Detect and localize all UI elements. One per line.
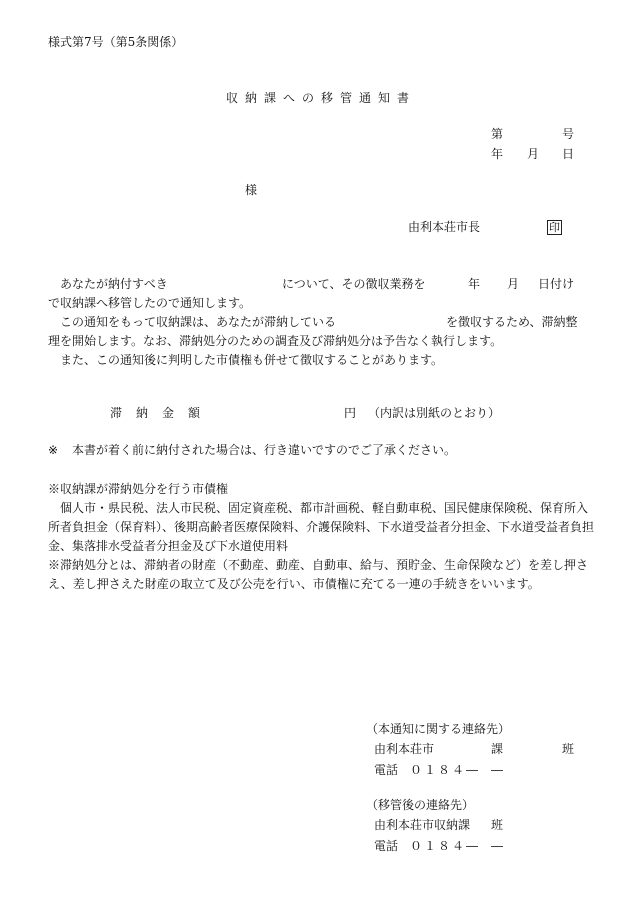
contact-after-heading: （移管後の連絡先） bbox=[366, 798, 475, 812]
body-line-3-a: この通知をもって収納課は、あなたが滞納している bbox=[60, 315, 337, 329]
document-number-prefix: 第 bbox=[491, 127, 504, 141]
arrears-note: （内訳は別紙のとおり） bbox=[368, 406, 501, 420]
scope-heading: ※収納課が滞納処分を行う市債権 bbox=[48, 482, 229, 496]
contact-current-tel: ０１８４― bbox=[410, 763, 481, 777]
contact-current-org: 由利本荘市 bbox=[374, 742, 435, 756]
contact-current-tel-dash: ― bbox=[491, 763, 503, 777]
contact-current-tel-label: 電話 bbox=[374, 763, 399, 777]
form-number: 様式第7号（第5条関係） bbox=[48, 35, 184, 49]
contact-after-tel: ０１８４― bbox=[410, 839, 481, 853]
contact-current-section: 課 bbox=[491, 742, 504, 756]
scope-line-2: 所者負担金（保育料）、後期高齢者医療保険料、介護保険料、下水道受益者分担金、下水道受益者負担 bbox=[48, 520, 595, 534]
contact-after-team: 班 bbox=[491, 818, 504, 832]
issuer-seal bbox=[547, 219, 562, 235]
body-line-1-year: 年 bbox=[468, 277, 481, 291]
date-month: 月 bbox=[527, 147, 540, 161]
contact-current-team: 班 bbox=[562, 742, 575, 756]
date-day: 日 bbox=[562, 147, 575, 161]
body-line-1-a: あなたが納付すべき bbox=[60, 277, 168, 291]
contact-current-heading: （本通知に関する連絡先） bbox=[366, 722, 511, 736]
body-line-3 bbox=[48, 313, 578, 332]
document-title: 収納課への移管通知書 bbox=[226, 91, 417, 105]
notice-body bbox=[48, 275, 578, 370]
body-line-2: で収納課へ移管したので通知します。 bbox=[48, 296, 252, 310]
contact-after-org: 由利本荘市収納課 bbox=[374, 818, 471, 832]
body-line-5: また、この通知後に判明した市債権も併せて徴収することがあります。 bbox=[60, 353, 444, 367]
body-line-1 bbox=[48, 275, 578, 294]
seal-mark: 印 bbox=[549, 221, 560, 234]
issuer-name: 由利本荘市長 bbox=[408, 220, 481, 234]
body-line-1-day: 日付け bbox=[538, 277, 575, 291]
notice-mark: ※ bbox=[48, 443, 59, 457]
contact-after-tel-label: 電話 bbox=[374, 839, 399, 853]
notice-text: 本書が着く前に納付された場合は、行き違いですのでご了承ください。 bbox=[72, 443, 457, 457]
addressee-honorific: 様 bbox=[245, 183, 258, 197]
arrears-yen: 円 bbox=[344, 406, 357, 420]
scope-line-1: 個人市・県民税、法人市民税、固定資産税、都市計画税、軽自動車税、国民健康保険税、保育所入 bbox=[60, 501, 589, 515]
body-line-1-month: 月 bbox=[507, 277, 520, 291]
date-year: 年 bbox=[491, 147, 504, 161]
scope-line-3: 金、集落排水受益者分担金及び下水道使用料 bbox=[48, 539, 289, 553]
arrears-label: 滞納金額 bbox=[110, 406, 215, 420]
scope-line-5: え、差し押さえた財産の取立て及び公売を行い、市債権に充てる一連の手続きをいいます。 bbox=[48, 577, 540, 591]
body-line-4: 理を開始します。なお、滞納処分のための調査及び滞納処分は予告なく執行します。 bbox=[48, 334, 503, 348]
scope-line-4: ※滞納処分とは、滞納者の財産（不動産、動産、自動車、給与、預貯金、生命保険など）を差し押さ bbox=[48, 558, 589, 572]
body-line-1-b: について、その徴収業務を bbox=[282, 277, 426, 291]
scope-section bbox=[48, 480, 595, 594]
body-line-3-b: を徴収するため、滞納整 bbox=[446, 315, 578, 329]
contact-after-tel-dash: ― bbox=[491, 839, 503, 853]
document-number-suffix: 号 bbox=[562, 127, 575, 141]
